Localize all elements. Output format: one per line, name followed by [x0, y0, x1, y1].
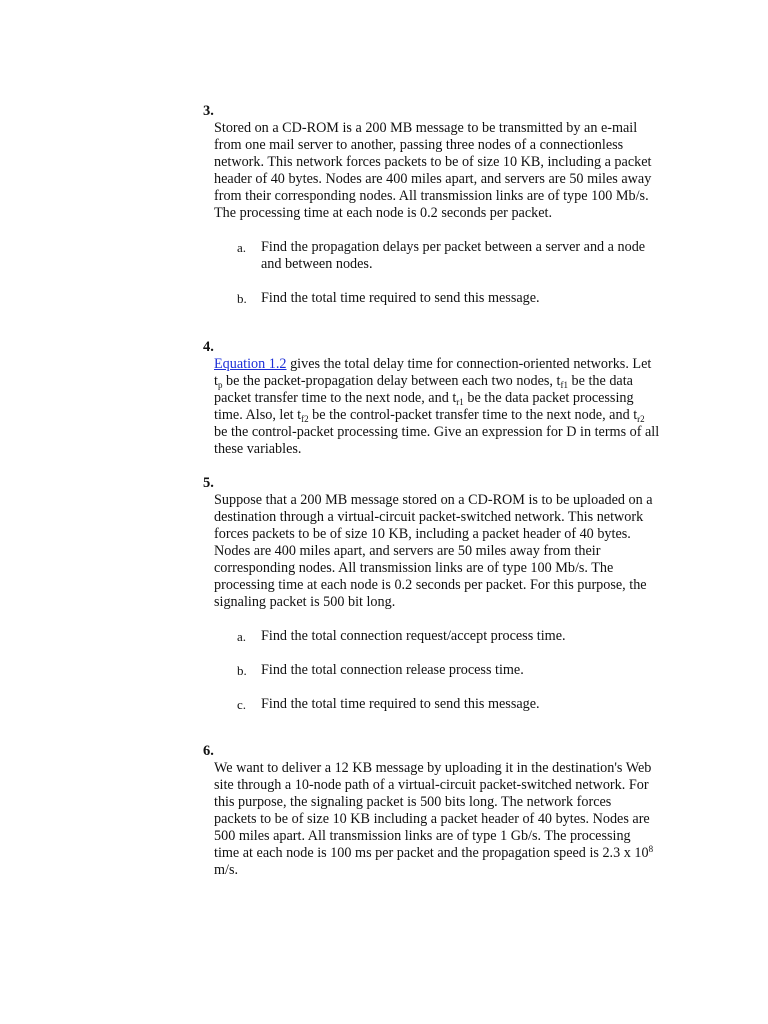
sub-question-list [203, 628, 663, 713]
superscript: 8 [648, 844, 654, 854]
sub-question [237, 290, 661, 307]
sub-question-label: b. [237, 663, 247, 678]
subscript: f1 [560, 380, 568, 390]
sub-question-list [203, 239, 663, 307]
problem-number: 3. [203, 103, 214, 119]
sub-question-label: a. [237, 629, 247, 644]
sub-question [237, 696, 661, 713]
sub-question [237, 662, 661, 679]
equation-link[interactable]: Equation 1.2 [214, 356, 287, 372]
subscript: r2 [637, 414, 645, 424]
problem-6 [203, 743, 663, 879]
text-run: be the data packet transfer time to the next node, and t [214, 373, 633, 406]
text-run: We want to deliver a 12 KB message by uploading it in the destination's Web site through a 10-node path of a virtual-circuit packet-switched network. For this purpose, the signaling packet is 500 bits long. The network forces packets to be of size 10 KB including a packet header of 40 bytes. Nodes are 500 miles apart. All transmission links are of type 1 Gb/s. The processing time at each node is 100 ms per packet and the propagation speed is 2.3 x 10 [214, 760, 652, 861]
sub-question-text: Find the total connection request/accept process time. [261, 628, 566, 644]
subscript: p [217, 380, 223, 390]
subscript: f2 [301, 414, 309, 424]
sub-question-text: Find the total connection release process time. [261, 662, 524, 678]
problem-number: 5. [203, 475, 214, 491]
sub-question-label: b. [237, 291, 247, 306]
problem-text: Stored on a CD-ROM is a 200 MB message to be transmitted by an e-mail from one mail server to another, passing three nodes of a connectionless network. This network forces packets to be of size 10 KB, including a packet header of 40 bytes. Nodes are 400 miles apart, and servers are 50 miles away from their corresponding nodes. All transmission links are of type 100 Mb/s. The processing time at each node is 0.2 seconds per packet. [214, 120, 652, 221]
text-run: be the control-packet transfer time to the next node, and t [308, 407, 638, 423]
sub-question [237, 239, 661, 273]
sub-question-text: Find the propagation delays per packet between a server and a node and between nodes. [261, 239, 646, 272]
problem-3 [203, 103, 663, 307]
sub-question-label: c. [237, 697, 247, 712]
text-run: be the control-packet processing time. Give an expression for D in terms of all these variables. [214, 424, 660, 457]
sub-question-label: a. [237, 240, 247, 255]
text-run: gives the total delay time for connection-oriented networks. Let t [214, 356, 652, 389]
problem-text [214, 356, 660, 458]
subscript: r1 [456, 397, 464, 407]
problem-5 [203, 475, 663, 713]
sub-question-text: Find the total time required to send this message. [261, 696, 540, 712]
text-run: m/s. [214, 862, 239, 878]
sub-question [237, 628, 661, 645]
text-run: be the data packet processing time. Also, let t [214, 390, 634, 423]
problem-text [214, 760, 654, 879]
sub-question-text: Find the total time required to send this message. [261, 290, 540, 306]
text-run: be the packet-propagation delay between each two nodes, t [222, 373, 561, 389]
problem-number: 6. [203, 743, 214, 759]
problem-4 [203, 339, 663, 458]
problem-text: Suppose that a 200 MB message stored on a CD-ROM is to be uploaded on a destination through a virtual-circuit packet-switched network. This network forces packets to be of size 10 KB, including a packet header of 40 bytes. Nodes are 400 miles apart, and servers are 50 miles away from their corresponding nodes. All transmission links are of type 100 Mb/s. The processing time at each node is 0.2 seconds per packet. For this purpose, the signaling packet is 500 bit long. [214, 492, 653, 610]
problem-number: 4. [203, 339, 214, 355]
